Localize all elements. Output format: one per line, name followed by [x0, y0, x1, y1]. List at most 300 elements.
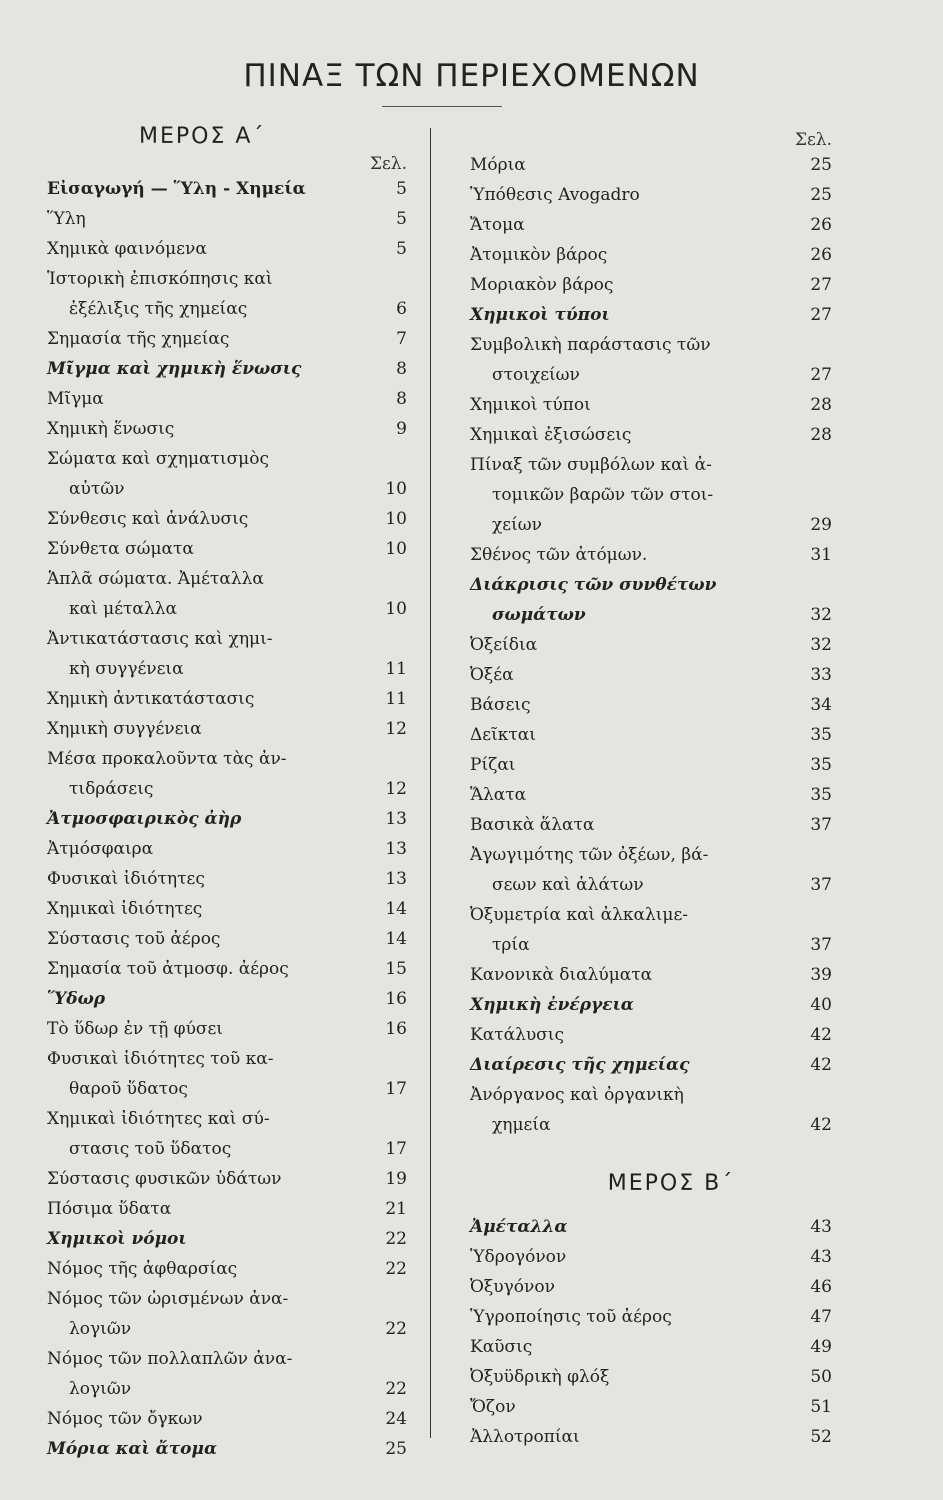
toc-entry-page: 42: [810, 1115, 832, 1135]
toc-entry-page: 22: [385, 1379, 407, 1399]
toc-entry-text: Ὀξυγόνον: [470, 1277, 555, 1297]
toc-entry-text: Βασικὰ ἅλατα: [470, 815, 595, 835]
toc-entry-label: [47, 864, 367, 894]
toc-entry-label: [470, 270, 792, 300]
toc-entry-page: 11: [385, 689, 407, 709]
toc-entry: [47, 924, 407, 954]
toc-entry-label: [470, 660, 792, 690]
toc-entry-page: 17: [385, 1079, 407, 1099]
toc-entry-label: [47, 1284, 367, 1344]
toc-entry-text: Ἀγωγιμότης τῶν ὀξέων, βά-: [470, 845, 709, 865]
toc-entry-text-continued: σωμάτων: [492, 605, 586, 625]
toc-entry-page: 52: [810, 1427, 832, 1447]
toc-entry: [470, 1272, 832, 1302]
toc-entry-text: Ἀτομικὸν βάρος: [470, 245, 608, 265]
toc-entry-label: [47, 684, 367, 714]
toc-entry-page: 51: [810, 1397, 832, 1417]
toc-entry-label: [47, 714, 367, 744]
toc-entry: [47, 624, 407, 684]
toc-entry-page: 22: [385, 1229, 407, 1249]
toc-entry-page: 5: [396, 179, 407, 199]
toc-entry-text: Κατάλυσις: [470, 1025, 564, 1045]
toc-entry: [47, 1224, 407, 1254]
toc-list-part-b: [470, 1212, 832, 1452]
toc-entry-page: 7: [396, 329, 407, 349]
toc-entry-page: 17: [385, 1139, 407, 1159]
toc-entry-page: 26: [810, 245, 832, 265]
toc-entry: [470, 1242, 832, 1272]
toc-entry: [470, 210, 832, 240]
toc-entry-label: [470, 1050, 792, 1080]
toc-entry-label: [470, 1080, 792, 1140]
toc-entry-text: Σύστασις τοῦ ἀέρος: [47, 929, 221, 949]
toc-entry-page: 10: [385, 479, 407, 499]
toc-entry-page: 29: [810, 515, 832, 535]
toc-entry-text: Σύνθετα σώματα: [47, 539, 194, 559]
toc-entry: [470, 720, 832, 750]
toc-entry: [47, 804, 407, 834]
toc-entry-label: [470, 1392, 792, 1422]
toc-entry-text: Ἀτμοσφαιρικὸς ἀὴρ: [47, 809, 242, 829]
toc-entry: [470, 450, 832, 540]
toc-entry: [47, 444, 407, 504]
toc-entry-text: Μῖγμα καὶ χημικὴ ἕνωσις: [47, 359, 302, 379]
title-underline: [382, 106, 502, 107]
toc-entry-label: [470, 300, 792, 330]
toc-entry-text: Ὕλη: [47, 209, 86, 229]
toc-entry: [470, 750, 832, 780]
toc-entry-page: 40: [810, 995, 832, 1015]
toc-entry: [47, 534, 407, 564]
toc-entry: [47, 1014, 407, 1044]
toc-entry: [47, 984, 407, 1014]
toc-entry: [47, 264, 407, 324]
toc-entry-text: Πίναξ τῶν συμβόλων καὶ ἀ-: [470, 455, 712, 475]
toc-entry: [470, 390, 832, 420]
toc-entry: [470, 240, 832, 270]
toc-entry: [47, 1194, 407, 1224]
toc-entry-page: 22: [385, 1319, 407, 1339]
toc-entry-label: [470, 240, 792, 270]
toc-entry-label: [470, 540, 792, 570]
toc-entry-page: 25: [810, 155, 832, 175]
toc-entry-label: [47, 1194, 367, 1224]
toc-entry-text: Ἀτμόσφαιρα: [47, 839, 154, 859]
toc-entry-page: 50: [810, 1367, 832, 1387]
toc-entry-label: [47, 1434, 367, 1464]
toc-entry-text: Χημικὴ ἕνωσις: [47, 419, 175, 439]
right-column: [470, 120, 832, 1452]
toc-entry-page: 13: [385, 809, 407, 829]
toc-entry-text: Ἀνόργανος καὶ ὀργανικὴ: [470, 1085, 684, 1105]
toc-entry-text: Ὑδρογόνον: [470, 1247, 567, 1267]
toc-entry-label: [47, 504, 367, 534]
toc-entry-text: Πόσιμα ὕδατα: [47, 1199, 172, 1219]
toc-entry: [47, 564, 407, 624]
toc-entry: [470, 1332, 832, 1362]
toc-entry-text: Δεῖκται: [470, 725, 536, 745]
toc-entry: [47, 174, 407, 204]
toc-entry-label: [47, 174, 367, 204]
toc-entry-text: Ἀλλοτροπίαι: [470, 1427, 580, 1447]
toc-entry-text-continued: χείων: [492, 515, 542, 535]
toc-entry-text-continued: χημεία: [492, 1115, 551, 1135]
toc-entry-page: 12: [385, 719, 407, 739]
toc-entry-label: [47, 984, 367, 1014]
toc-entry: [470, 630, 832, 660]
toc-entry-label: [47, 1224, 367, 1254]
toc-entry-page: 42: [810, 1055, 832, 1075]
toc-entry-text: Ὀξέα: [470, 665, 514, 685]
toc-entry-text-continued: καὶ μέταλλα: [69, 599, 177, 619]
toc-entry-page: 31: [810, 545, 832, 565]
pages-label-left: Σελ.: [369, 154, 407, 174]
toc-entry-page: 35: [810, 725, 832, 745]
toc-entry: [47, 1284, 407, 1344]
toc-entry-page: 19: [385, 1169, 407, 1189]
toc-entry-label: [47, 384, 367, 414]
toc-entry-text: Ἀμέταλλα: [470, 1217, 568, 1237]
toc-entry-label: [47, 804, 367, 834]
toc-entry-page: 12: [385, 779, 407, 799]
toc-entry-label: [470, 1332, 792, 1362]
toc-entry-text: Χημικοὶ τύποι: [470, 395, 591, 415]
toc-entry: [470, 150, 832, 180]
toc-entry-label: [470, 1422, 792, 1452]
toc-entry-text: Ὀξυμετρία καὶ ἀλκαλιμε-: [470, 905, 689, 925]
page-title: ΠΙΝΑΞ ΤΩΝ ΠΕΡΙΕΧΟΜΕΝΩΝ: [243, 58, 700, 94]
toc-entry-text: Ὄζον: [470, 1397, 516, 1417]
toc-entry-text: Νόμος τῆς ἀφθαρσίας: [47, 1259, 238, 1279]
toc-entry-page: 37: [810, 815, 832, 835]
toc-entry-page: 10: [385, 599, 407, 619]
toc-entry: [47, 1044, 407, 1104]
toc-entry-text-continued: στασις τοῦ ὕδατος: [69, 1139, 232, 1159]
column-divider: [430, 128, 431, 1438]
toc-entry: [47, 684, 407, 714]
toc-entry-text: Χημικὰ φαινόμενα: [47, 239, 207, 259]
toc-entry: [470, 1212, 832, 1242]
toc-entry: [470, 1362, 832, 1392]
toc-entry-text: Νόμος τῶν πολλαπλῶν ἀνα-: [47, 1349, 293, 1369]
toc-entry: [47, 954, 407, 984]
toc-entry-page: 27: [810, 305, 832, 325]
toc-entry: [47, 354, 407, 384]
toc-entry-text: Βάσεις: [470, 695, 531, 715]
toc-entry-page: 47: [810, 1307, 832, 1327]
toc-entry-label: [470, 630, 792, 660]
toc-entry: [47, 744, 407, 804]
toc-entry-text-continued: λογιῶν: [69, 1319, 132, 1339]
toc-entry: [470, 300, 832, 330]
toc-entry-label: [47, 624, 367, 684]
toc-entry-page: 26: [810, 215, 832, 235]
toc-entry: [470, 1020, 832, 1050]
toc-entry-label: [470, 450, 792, 540]
toc-entry-label: [47, 204, 367, 234]
toc-entry-text: Καῦσις: [470, 1337, 533, 1357]
toc-entry-text: Σθένος τῶν ἀτόμων.: [470, 545, 648, 565]
toc-entry-label: [470, 180, 792, 210]
toc-entry-label: [470, 840, 792, 900]
toc-entry-label: [470, 210, 792, 240]
toc-entry: [47, 1164, 407, 1194]
toc-entry: [470, 810, 832, 840]
toc-entry: [470, 900, 832, 960]
toc-entry: [47, 864, 407, 894]
toc-entry-text: Χημικαὶ ἰδιότητες καὶ σύ-: [47, 1109, 270, 1129]
toc-entry: [47, 1404, 407, 1434]
toc-entry: [470, 990, 832, 1020]
toc-entry: [470, 780, 832, 810]
toc-entry-text-continued: τρία: [492, 935, 530, 955]
toc-entry-page: 33: [810, 665, 832, 685]
toc-entry: [47, 384, 407, 414]
toc-entry-page: 8: [396, 389, 407, 409]
toc-entry-label: [470, 1020, 792, 1050]
toc-entry-text: Σημασία τῆς χημείας: [47, 329, 230, 349]
toc-entry-label: [47, 1044, 367, 1104]
toc-entry-page: 35: [810, 755, 832, 775]
toc-entry-text-continued: τιδράσεις: [69, 779, 154, 799]
toc-entry-text: Διάκρισις τῶν συνθέτων: [470, 575, 717, 595]
toc-entry-page: 14: [385, 899, 407, 919]
toc-entry-page: 21: [385, 1199, 407, 1219]
toc-entry: [470, 960, 832, 990]
toc-entry-text-continued: τομικῶν βαρῶν τῶν στοι-: [492, 485, 714, 505]
toc-entry-label: [47, 234, 367, 264]
toc-entry-label: [470, 810, 792, 840]
toc-entry-text: Ὑγροποίησις τοῦ ἀέρος: [470, 1307, 672, 1327]
toc-entry-text: Τὸ ὕδωρ ἐν τῇ φύσει: [47, 1019, 223, 1039]
toc-entry: [47, 714, 407, 744]
toc-entry-page: 27: [810, 275, 832, 295]
toc-entry-page: 43: [810, 1217, 832, 1237]
toc-entry: [47, 1254, 407, 1284]
toc-entry-label: [47, 354, 367, 384]
left-column: [47, 120, 407, 1464]
toc-entry: [470, 1050, 832, 1080]
toc-entry: [470, 660, 832, 690]
toc-entry-text: Μοριακὸν βάρος: [470, 275, 614, 295]
toc-entry-page: 39: [810, 965, 832, 985]
toc-entry-text: Νόμος τῶν ὄγκων: [47, 1409, 203, 1429]
toc-entry-text: Συμβολικὴ παράστασις τῶν: [470, 335, 711, 355]
toc-entry-text: Χημικὴ ἀντικατάστασις: [47, 689, 255, 709]
toc-entry-label: [470, 330, 792, 390]
toc-entry: [470, 270, 832, 300]
toc-entry: [470, 690, 832, 720]
toc-entry-page: 28: [810, 425, 832, 445]
toc-entry-label: [47, 1104, 367, 1164]
toc-entry-text: Εἰσαγωγή — Ὕλη - Χημεία: [47, 179, 306, 199]
toc-entry-page: 32: [810, 605, 832, 625]
toc-entry-label: [47, 264, 367, 324]
toc-entry: [470, 1302, 832, 1332]
part-b-heading: ΜΕΡΟΣ Β΄: [607, 1171, 735, 1196]
toc-entry-page: 37: [810, 935, 832, 955]
toc-entry-page: 8: [396, 359, 407, 379]
toc-entry-text: Φυσικαὶ ἰδιότητες: [47, 869, 205, 889]
toc-entry-label: [47, 894, 367, 924]
toc-entry-text-continued: αὐτῶν: [69, 479, 125, 499]
toc-entry: [470, 1080, 832, 1140]
toc-entry-label: [470, 150, 792, 180]
toc-entry-text-continued: κὴ συγγένεια: [69, 659, 184, 679]
toc-entry-text: Μόρια καὶ ἄτομα: [47, 1439, 218, 1459]
toc-entry: [470, 1392, 832, 1422]
toc-entry-page: 10: [385, 539, 407, 559]
toc-entry-label: [470, 1212, 792, 1242]
toc-entry-page: 22: [385, 1259, 407, 1279]
toc-entry-text-continued: στοιχείων: [492, 365, 580, 385]
toc-entry-label: [470, 1362, 792, 1392]
toc-entry-label: [47, 414, 367, 444]
toc-entry-label: [47, 1404, 367, 1434]
toc-entry-text-continued: ἐξέλιξις τῆς χημείας: [69, 299, 248, 319]
toc-entry: [47, 1104, 407, 1164]
toc-entry-text: Μόρια: [470, 155, 526, 175]
toc-entry-page: 15: [385, 959, 407, 979]
toc-entry: [47, 1344, 407, 1404]
toc-entry-label: [470, 690, 792, 720]
toc-list-left: [47, 174, 407, 1464]
toc-entry-label: [470, 750, 792, 780]
toc-entry-text: Χημικοὶ νόμοι: [47, 1229, 187, 1249]
toc-entry-text: Ἁπλᾶ σώματα. Ἀμέταλλα: [47, 569, 264, 589]
toc-entry-label: [470, 390, 792, 420]
toc-entry-page: 42: [810, 1025, 832, 1045]
toc-entry-label: [470, 990, 792, 1020]
toc-entry-text: Ἀντικατάστασις καὶ χημι-: [47, 629, 273, 649]
toc-entry-page: 25: [810, 185, 832, 205]
toc-entry-label: [470, 780, 792, 810]
toc-entry-label: [470, 1272, 792, 1302]
toc-entry-page: 28: [810, 395, 832, 415]
toc-entry: [47, 204, 407, 234]
toc-entry-page: 35: [810, 785, 832, 805]
toc-entry-label: [47, 1254, 367, 1284]
toc-entry: [47, 414, 407, 444]
toc-entry-page: 16: [385, 1019, 407, 1039]
pages-label-right: Σελ.: [794, 130, 832, 150]
toc-entry-label: [470, 720, 792, 750]
toc-entry-text: Νόμος τῶν ὡρισμένων ἀνα-: [47, 1289, 289, 1309]
toc-entry-text-continued: θαροῦ ὕδατος: [69, 1079, 188, 1099]
toc-entry-label: [470, 900, 792, 960]
toc-entry-text: Ὀξείδια: [470, 635, 538, 655]
toc-entry-text: Χημικαὶ ἐξισώσεις: [470, 425, 632, 445]
toc-entry-label: [47, 924, 367, 954]
toc-entry-label: [470, 420, 792, 450]
toc-entry-page: 34: [810, 695, 832, 715]
toc-entry-page: 25: [385, 1439, 407, 1459]
toc-entry-text-continued: σεων καὶ ἁλάτων: [492, 875, 644, 895]
toc-entry-label: [47, 444, 367, 504]
toc-entry-page: 37: [810, 875, 832, 895]
toc-entry-page: 13: [385, 839, 407, 859]
toc-entry: [47, 324, 407, 354]
toc-entry-page: 32: [810, 635, 832, 655]
toc-entry-label: [470, 960, 792, 990]
toc-entry-page: 46: [810, 1277, 832, 1297]
toc-entry-text: Κανονικὰ διαλύματα: [470, 965, 653, 985]
toc-entry-label: [47, 954, 367, 984]
toc-entry-page: 9: [396, 419, 407, 439]
toc-entry-text: Ὕδωρ: [47, 989, 106, 1009]
toc-entry-page: 49: [810, 1337, 832, 1357]
toc-entry-label: [470, 1302, 792, 1332]
toc-entry: [470, 570, 832, 630]
toc-entry-label: [47, 1344, 367, 1404]
toc-entry-page: 16: [385, 989, 407, 1009]
toc-entry-page: 27: [810, 365, 832, 385]
toc-entry-text: Μῖγμα: [47, 389, 104, 409]
toc-entry-text: Ἱστορικὴ ἐπισκόπησις καὶ: [47, 269, 273, 289]
toc-entry-text: Σώματα καὶ σχηματισμὸς: [47, 449, 269, 469]
toc-entry-label: [47, 1014, 367, 1044]
toc-entry-text: Χημικαὶ ἰδιότητες: [47, 899, 203, 919]
toc-entry: [470, 840, 832, 900]
toc-entry: [47, 894, 407, 924]
toc-entry: [470, 180, 832, 210]
toc-entry-page: 11: [385, 659, 407, 679]
toc-entry: [47, 234, 407, 264]
toc-entry: [47, 1434, 407, 1464]
toc-entry-text: Χημικὴ ἐνέργεια: [470, 995, 634, 1015]
toc-entry-text: Ρίζαι: [470, 755, 516, 775]
part-a-heading: ΜΕΡΟΣ Α΄: [139, 124, 266, 149]
toc-entry-label: [47, 324, 367, 354]
toc-entry-text: Σημασία τοῦ ἀτμοσφ. ἀέρος: [47, 959, 289, 979]
toc-entry-page: 13: [385, 869, 407, 889]
toc-entry-text: Σύνθεσις καὶ ἀνάλυσις: [47, 509, 249, 529]
toc-entry-text: Ἅλατα: [470, 785, 527, 805]
toc-entry-page: 5: [396, 239, 407, 259]
toc-entry-text: Μέσα προκαλοῦντα τὰς ἀν-: [47, 749, 287, 769]
toc-entry-text: Χημικοὶ τύποι: [470, 305, 610, 325]
toc-entry-label: [47, 1164, 367, 1194]
toc-entry-label: [47, 834, 367, 864]
toc-entry-text-continued: λογιῶν: [69, 1379, 132, 1399]
toc-entry-label: [47, 564, 367, 624]
toc-entry-text: Ὑπόθεσις Avogadro: [470, 185, 640, 205]
toc-entry-text: Ὀξυϋδρικὴ φλόξ: [470, 1367, 610, 1387]
toc-entry-page: 14: [385, 929, 407, 949]
toc-entry-text: Ἄτομα: [470, 215, 525, 235]
toc-entry: [470, 420, 832, 450]
toc-entry: [470, 330, 832, 390]
toc-entry: [470, 540, 832, 570]
toc-entry-text: Χημικὴ συγγένεια: [47, 719, 202, 739]
toc-entry-page: 43: [810, 1247, 832, 1267]
toc-entry-page: 6: [396, 299, 407, 319]
toc-entry-text: Φυσικαὶ ἰδιότητες τοῦ κα-: [47, 1049, 274, 1069]
toc-entry-label: [47, 534, 367, 564]
toc-entry-page: 24: [385, 1409, 407, 1429]
toc-entry: [470, 1422, 832, 1452]
toc-entry-label: [47, 744, 367, 804]
toc-list-right: [470, 150, 832, 1140]
toc-entry-page: 10: [385, 509, 407, 529]
toc-entry-text: Σύστασις φυσικῶν ὑδάτων: [47, 1169, 282, 1189]
toc-entry-label: [470, 1242, 792, 1272]
toc-entry: [47, 504, 407, 534]
toc-entry: [47, 834, 407, 864]
toc-entry-label: [470, 570, 792, 630]
toc-entry-page: 5: [396, 209, 407, 229]
toc-entry-text: Διαίρεσις τῆς χημείας: [470, 1055, 690, 1075]
